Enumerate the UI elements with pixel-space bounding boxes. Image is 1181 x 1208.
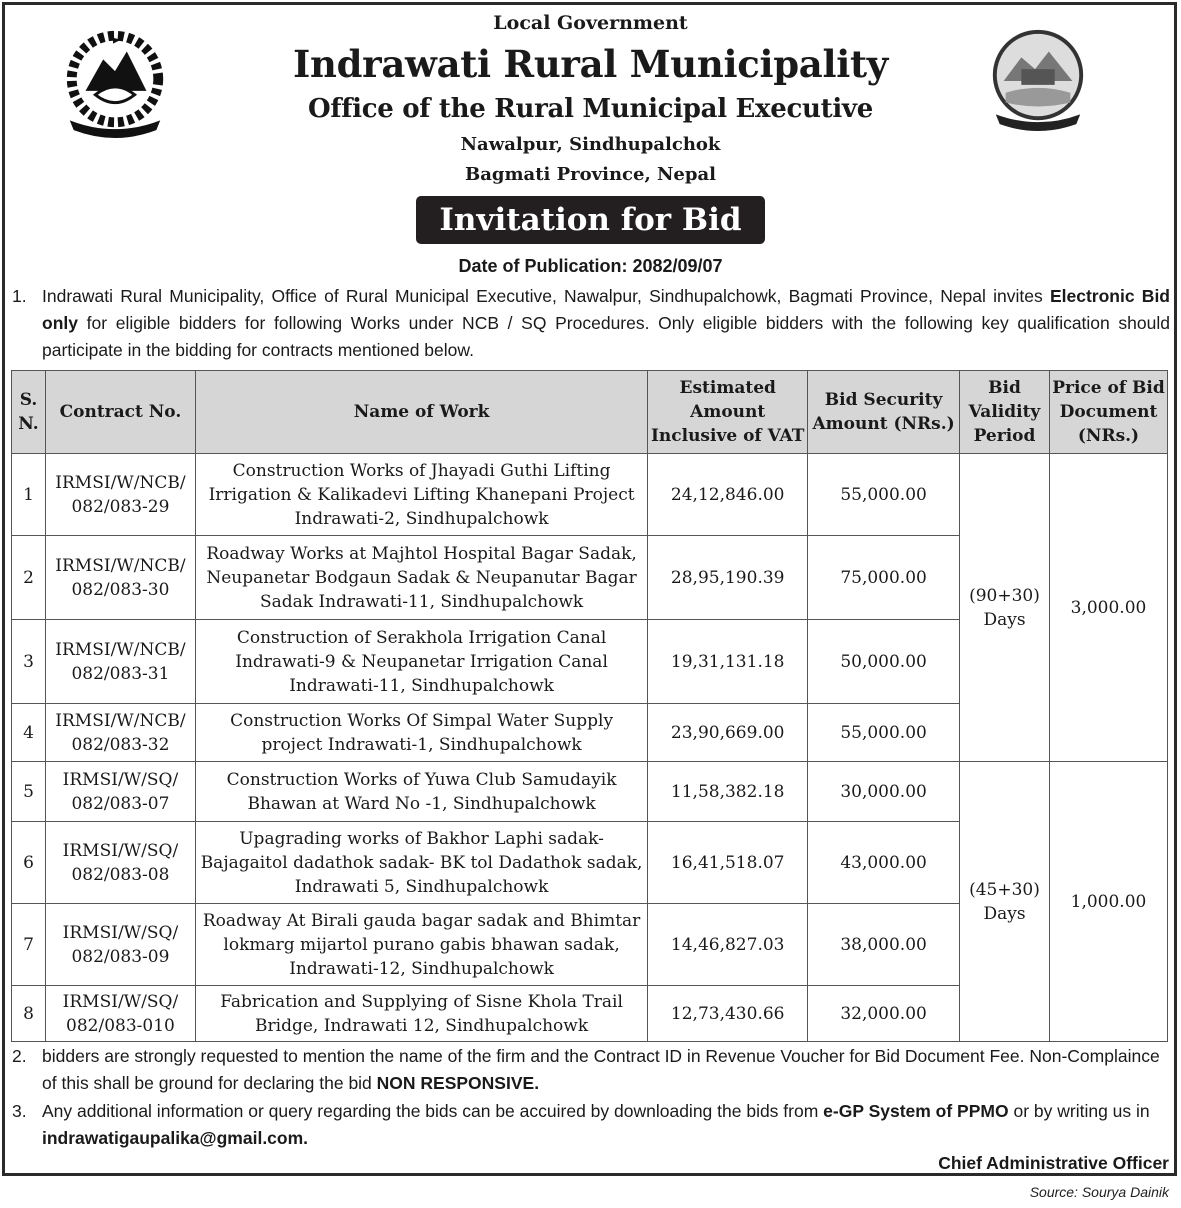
cell-security: 55,000.00: [808, 704, 960, 762]
non-responsive-emphasis: NON RESPONSIVE.: [376, 1073, 540, 1093]
cell-contract: IRMSI/W/NCB/ 082/083-32: [45, 704, 195, 762]
electronic-bid-emphasis: Electronic Bid only: [42, 286, 1170, 333]
cell-estimate: 28,95,190.39: [648, 536, 808, 620]
paragraph-text: Any additional information or query regarding the bids can be accuired by downloading the bids from: [42, 1101, 824, 1121]
cell-estimate: 24,12,846.00: [648, 454, 808, 536]
publication-date: Date of Publication: 2082/09/07: [458, 256, 723, 276]
column-header-estimate: Estimated Amount Inclusive of VAT: [648, 371, 808, 454]
column-header-validity: Bid Validity Period: [960, 371, 1050, 454]
table-header-row: [12, 371, 1168, 454]
cell-work: Roadway Works at Majhtol Hospital Bagar Sadak, Neupanetar Bodgaun Sadak & Neupanutar Bagar Sadak Indrawati-11, Sindhupalchowk: [195, 536, 647, 620]
cell-validity-group-1: (90+30) Days: [960, 454, 1050, 762]
cell-price-group-2: 1,000.00: [1049, 762, 1167, 1042]
column-header-security: Bid Security Amount (NRs.): [808, 371, 960, 454]
cell-sn: 8: [12, 986, 46, 1042]
paragraph-3: [12, 1098, 1170, 1152]
cell-work: Construction Works of Yuwa Club Samudayik Bhawan at Ward No -1, Sindhupalchowk: [195, 762, 647, 822]
cell-validity-group-2: (45+30) Days: [960, 762, 1050, 1042]
cell-estimate: 23,90,669.00: [648, 704, 808, 762]
source-credit: Source: Sourya Dainik: [1029, 1184, 1169, 1200]
cell-sn: 2: [12, 536, 46, 620]
paragraph-2: [12, 1043, 1170, 1097]
cell-sn: 1: [12, 454, 46, 536]
cell-estimate: 19,31,131.18: [648, 620, 808, 704]
cell-estimate: 14,46,827.03: [648, 904, 808, 986]
cell-security: 50,000.00: [808, 620, 960, 704]
cell-estimate: 11,58,382.18: [648, 762, 808, 822]
paragraph-number: 1.: [12, 286, 27, 306]
cell-sn: 7: [12, 904, 46, 986]
cell-sn: 3: [12, 620, 46, 704]
address-line-1: Nawalpur, Sindhupalchok: [460, 134, 721, 155]
contact-email-link[interactable]: indrawatigaupalika@gmail.com.: [42, 1128, 309, 1148]
table-row: [12, 762, 1168, 822]
municipality-name: Indrawati Rural Municipality: [292, 42, 888, 86]
cell-work: Construction Works Of Simpal Water Supply project Indrawati-1, Sindhupalchowk: [195, 704, 647, 762]
cell-security: 38,000.00: [808, 904, 960, 986]
column-header-price: Price of Bid Document (NRs.): [1049, 371, 1167, 454]
government-level-label: Local Government: [493, 12, 688, 34]
cell-estimate: 16,41,518.07: [648, 822, 808, 904]
cell-contract: IRMSI/W/SQ/ 082/083-09: [45, 904, 195, 986]
paragraph-text: bidders are strongly requested to mention the name of the firm and the Contract ID in Revenue Voucher for Bid Document Fee. Non-Complaince of this shall be ground for declaring the bid: [42, 1046, 1160, 1093]
cell-security: 43,000.00: [808, 822, 960, 904]
cell-work: Construction of Serakhola Irrigation Canal Indrawati-9 & Neupanetar Irrigation Canal Indrawati-11, Sindhupalchowk: [195, 620, 647, 704]
cell-estimate: 12,73,430.66: [648, 986, 808, 1042]
cell-contract: IRMSI/W/SQ/ 082/083-07: [45, 762, 195, 822]
cell-price-group-1: 3,000.00: [1049, 454, 1167, 762]
cell-contract: IRMSI/W/NCB/ 082/083-30: [45, 536, 195, 620]
column-header-sn: S. N.: [12, 371, 46, 454]
cell-sn: 4: [12, 704, 46, 762]
table-row: [12, 454, 1168, 536]
notice-title-banner: Invitation for Bid: [416, 196, 765, 244]
bid-table: [11, 370, 1168, 1042]
signatory-title: Chief Administrative Officer: [938, 1153, 1169, 1173]
column-header-contract: Contract No.: [45, 371, 195, 454]
cell-contract: IRMSI/W/SQ/ 082/083-010: [45, 986, 195, 1042]
cell-security: 55,000.00: [808, 454, 960, 536]
address-line-2: Bagmati Province, Nepal: [465, 164, 716, 185]
paragraph-number: 3.: [12, 1101, 27, 1121]
cell-security: 30,000.00: [808, 762, 960, 822]
paragraph-number: 2.: [12, 1046, 27, 1066]
egp-system-emphasis: e-GP System of PPMO: [823, 1101, 1009, 1121]
column-header-work: Name of Work: [195, 371, 647, 454]
cell-contract: IRMSI/W/NCB/ 082/083-29: [45, 454, 195, 536]
cell-security: 32,000.00: [808, 986, 960, 1042]
paragraph-text: or by writing us in: [1008, 1101, 1150, 1121]
cell-work: Upagrading works of Bakhor Laphi sadak-Bajagaitol dadathok sadak- BK tol Dadathok sadak, Indrawati 5, Sindhupalchowk: [195, 822, 647, 904]
cell-work: Roadway At Birali gauda bagar sadak and Bhimtar lokmarg mijartol purano gabis bhawan sadak, Indrawati-12, Sindhupalchowk: [195, 904, 647, 986]
cell-sn: 6: [12, 822, 46, 904]
office-name: Office of the Rural Municipal Executive: [308, 94, 873, 124]
paragraph-text: for eligible bidders for following Works under NCB / SQ Procedures. Only eligible bidders with the following key qualification should participate in the bidding for contracts mentioned below.: [42, 313, 1170, 360]
paragraph-text: Indrawati Rural Municipality, Office of Rural Municipal Executive, Nawalpur, Sindhupalchowk, Bagmati Province, Nepal invites: [42, 286, 1050, 306]
cell-work: Fabrication and Supplying of Sisne Khola Trail Bridge, Indrawati 12, Sindhupalchowk: [195, 986, 647, 1042]
cell-sn: 5: [12, 762, 46, 822]
cell-work: Construction Works of Jhayadi Guthi Lifting Irrigation & Kalikadevi Lifting Khanepani Project Indrawati-2, Sindhupalchowk: [195, 454, 647, 536]
cell-contract: IRMSI/W/NCB/ 082/083-31: [45, 620, 195, 704]
cell-security: 75,000.00: [808, 536, 960, 620]
paragraph-1: [12, 283, 1170, 364]
cell-contract: IRMSI/W/SQ/ 082/083-08: [45, 822, 195, 904]
